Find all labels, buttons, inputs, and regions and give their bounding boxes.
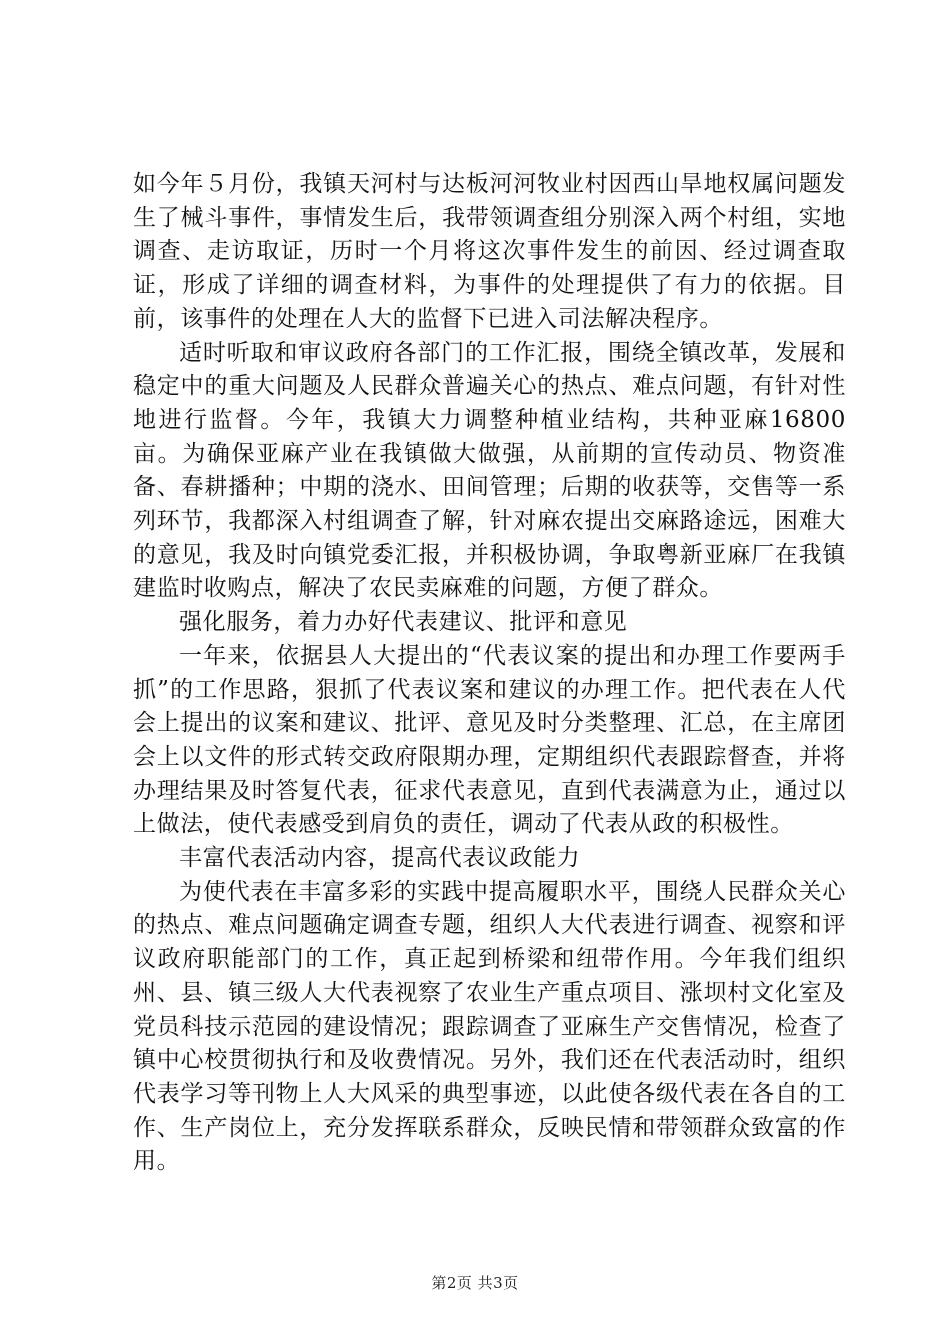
section-heading-activities: 丰富代表活动内容，提高代表议政能力 bbox=[179, 845, 581, 872]
paragraph-1: 如今年５月份，我镇天河村与达板河河牧业村因西山旱地权属问题发生了械斗事件，事情发生后，我带领调查组分别深入两个村组，实地调查、走访取证，历时一个月将这次事件发生的前因、经过调查取证，形成了详细的调查材料，为事件的处理提供了有力的依据。目前，该事件的处理在人大的监督下已进入司法解决程序。 bbox=[133, 171, 846, 332]
paragraph-2: 适时听取和审议政府各部门的工作汇报，围绕全镇改革，发展和稳定中的重大问题及人民群众普遍关心的热点、难点问题，有针对性地进行监督。今年，我镇大力调整种植业结构，共种亚麻16800亩。为确保亚麻产业在我镇做大做强，从前期的宣传动员、物资准备、春耕播种；中期的浇水、田间管理；后期的收获等，交售等一系列环节，我都深入村组调查了解，针对麻农提出交麻路途远，困难大的意见，我及时向镇党委汇报，并积极协调，争取粤新亚麻厂在我镇建监时收购点，解决了农民卖麻难的问题，方便了群众。 bbox=[133, 339, 846, 602]
paragraph-3: 一年来，依据县人大提出的“代表议案的提出和办理工作要两手抓”的工作思路，狠抓了代表议案和建议的办理工作。把代表在人代会上提出的议案和建议、批评、意见及时分类整理、汇总，在主席团会上以文件的形式转交政府限期办理，定期组织代表跟踪督查，并将办理结果及时答复代表，征求代表意见，直到代表满意为止，通过以上做法，使代表感受到肩负的责任，调动了代表从政的积极性。 bbox=[133, 642, 846, 838]
page-number-footer: 第2页 共3页 bbox=[431, 1274, 519, 1292]
section-heading-service: 强化服务，着力办好代表建议、批评和意见 bbox=[179, 609, 628, 636]
paragraph-4: 为使代表在丰富多彩的实践中提高履职水平，围绕人民群众关心的热点、难点问题确定调查专题，组织人大代表进行调查、视察和评议政府职能部门的工作，真正起到桥梁和纽带作用。今年我们组织州、县、镇三级人大代表视察了农业生产重点项目、涨坝村文化室及党员科技示范园的建设情况；跟踪调查了亚麻生产交售情况，检查了镇中心校贯彻执行和及收费情况。另外，我们还在代表活动时，组织代表学习等刊物上人大风采的典型事迹，以此使各级代表在各自的工作、生产岗位上，充分发挥联系群众，反映民情和带领群众致富的作用。 bbox=[133, 878, 846, 1175]
document-body bbox=[133, 168, 846, 1179]
